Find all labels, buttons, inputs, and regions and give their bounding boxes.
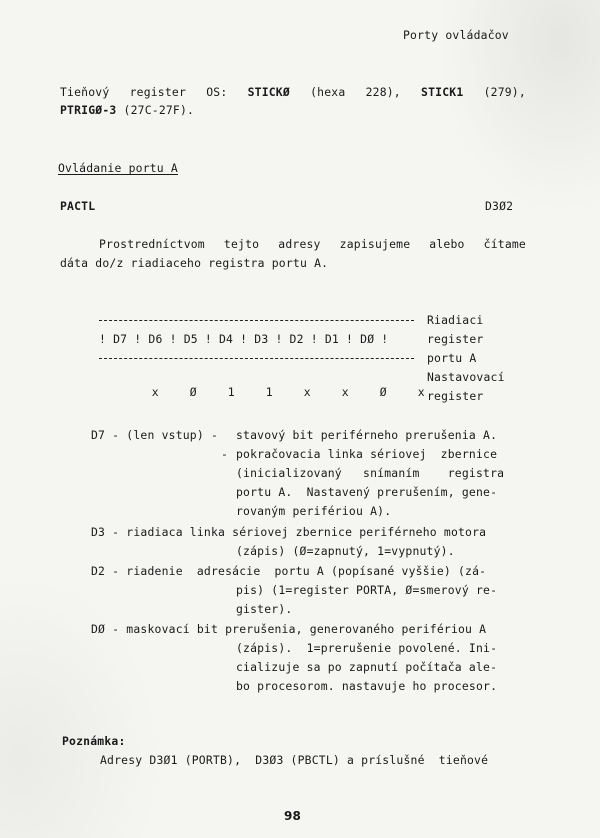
bit-values [108, 371, 440, 413]
word: alebo [429, 237, 465, 251]
bit-value-d6: Ø [189, 385, 197, 399]
note-title: Poznámka: [62, 734, 126, 748]
word: register [129, 85, 187, 99]
paragraph-line-1 [99, 237, 526, 251]
section-title: Ovládanie portu A [58, 161, 178, 175]
register-name: PACTL [60, 199, 96, 213]
desc-d0-label: DØ - maskovací bit prerušenia, generovaného perifériou A [91, 622, 487, 636]
bit-value-d2: x [341, 385, 349, 399]
bit-value-d0: x [417, 385, 425, 399]
side-label: register [427, 389, 484, 403]
diagram-top-rule [99, 320, 414, 321]
word: Prostredníctvom [99, 237, 205, 251]
bit-value-d4: 1 [265, 385, 273, 399]
word: OS: [206, 85, 228, 99]
side-label: portu A [427, 351, 477, 365]
desc-d7b-line: rovaným perifériou A). [236, 504, 392, 518]
bit-row: ! D7 ! D6 ! D5 ! D4 ! D3 ! D2 ! D1 ! DØ ! [99, 332, 389, 346]
side-label: Riadiaci [427, 313, 484, 327]
bit-value-d7: x [151, 385, 159, 399]
desc-d3-label: D3 - riadiaca linka sériovej zbernice periférneho motora [91, 525, 487, 539]
bit-value-d3: x [303, 385, 311, 399]
word: čítame [483, 237, 526, 251]
register-sticko: STICKØ [247, 85, 290, 99]
diagram-bottom-rule [99, 358, 414, 359]
word: zapisujeme [339, 237, 411, 251]
desc-d3-line: (zápis) (Ø=zapnutý, 1=vypnutý). [236, 544, 455, 558]
desc-d7b-line: (inicializovaný snímaním registra [236, 466, 505, 480]
desc-d2-line: gister). [236, 602, 293, 616]
word: adresy [278, 237, 321, 251]
desc-d0-line: bo procesorom. nastavuje ho procesor. [236, 679, 498, 693]
intro-line-1 [60, 85, 526, 99]
running-title: Porty ovládačov [403, 28, 509, 42]
desc-d0-line: cializuje sa po zapnutí počítača ale- [236, 660, 498, 674]
desc-d7b-line: portu A. Nastavený prerušením, gene- [236, 485, 498, 499]
register-stick1: STICK1 [421, 85, 464, 99]
word: (hexa [310, 85, 346, 99]
desc-d7b-dash: - [221, 447, 229, 461]
intro-line-2 [60, 103, 194, 117]
paragraph-line-2: dáta do/z riadiaceho registra portu A. [60, 256, 329, 270]
bit-value-d5: 1 [227, 385, 235, 399]
desc-d2-label: D2 - riadenie adresácie portu A (popísané vyššie) (zá- [91, 564, 487, 578]
desc-d2-line: pis) (1=register PORTA, Ø=smerový re- [236, 583, 498, 597]
word: tejto [223, 237, 260, 251]
intro-line-2-rest: (27C-27F). [116, 103, 195, 117]
side-label: register [427, 332, 484, 346]
bit-value-d1: Ø [379, 385, 387, 399]
word: 228), [365, 85, 401, 99]
side-label: Nastavovací [427, 370, 505, 384]
register-address: D3Ø2 [485, 199, 514, 213]
page-number: 98 [284, 809, 302, 823]
register-ptrig: PTRIGØ-3 [60, 103, 117, 117]
word: Tieňový [60, 85, 110, 99]
word: (279), [483, 85, 526, 99]
desc-d0-line: (zápis). 1=prerušenie povolené. Ini- [236, 641, 498, 655]
note-text: Adresy D3Ø1 (PORTB), D3Ø3 (PBCTL) a príslušné tieňové [100, 753, 489, 767]
desc-d7b-line: pokračovacia linka sériovej zbernice [236, 447, 498, 461]
desc-d7-line: stavový bit periférneho prerušenia A. [236, 428, 498, 442]
desc-d7-label: D7 - (len vstup) - [91, 428, 219, 442]
